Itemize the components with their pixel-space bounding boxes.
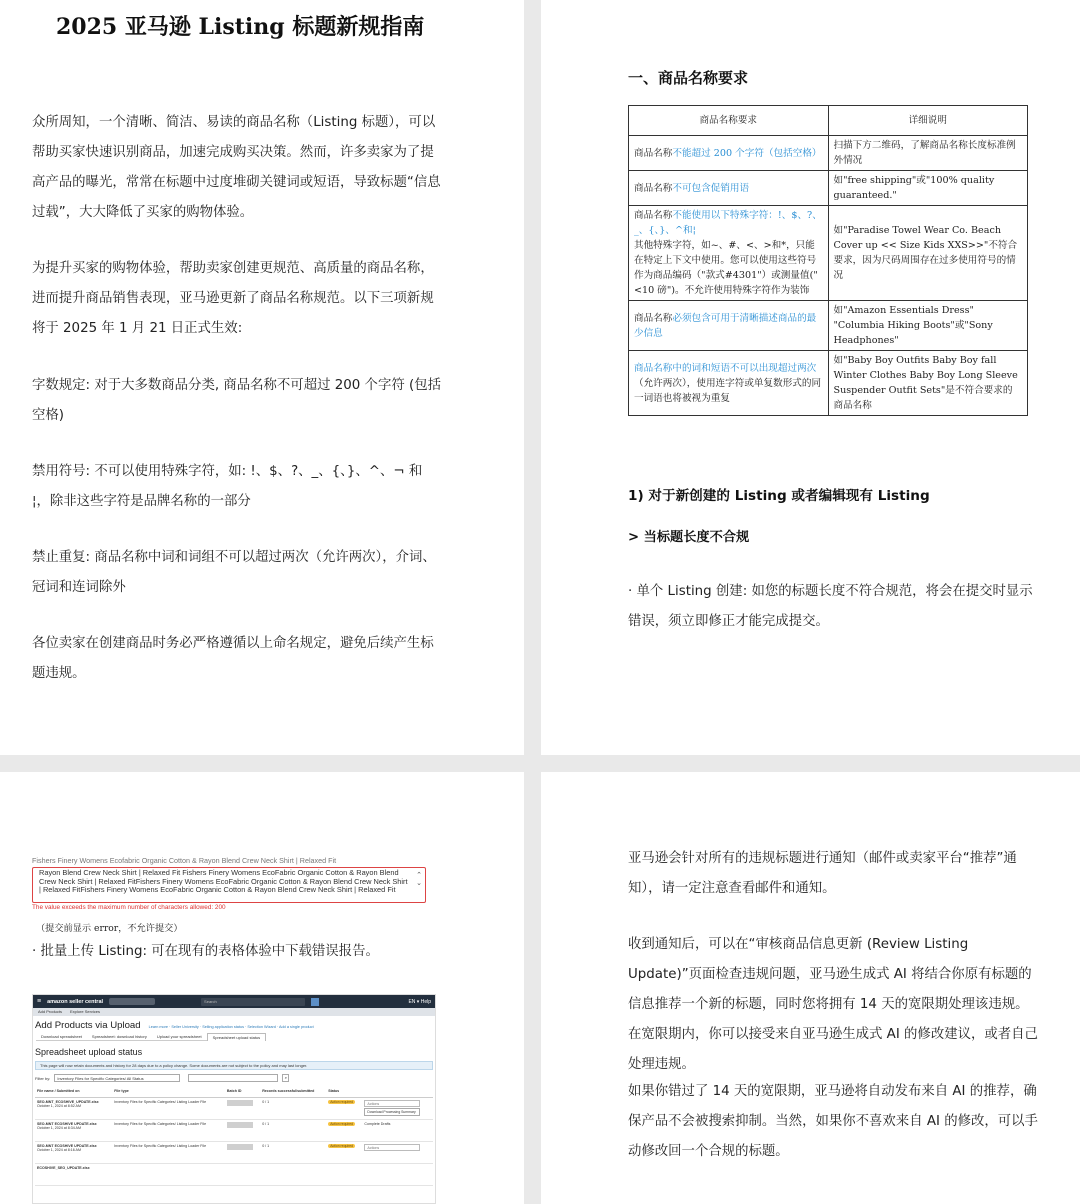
intro-paragraph: 众所周知，一个清晰、简洁、易读的商品名称（Listing 标题），可以帮助买家快速识别商品，加速完成购买决策。然而，许多卖家为了提高产品的曝光，常常在标题中过度堆砌关键词或短语，导致标题“信息过载”，大大降低了买家的购物体验。	[32, 115, 441, 220]
field-label: Fishers Finery Womens Ecofabric Organic Cotton & Rayon Blend Crew Neck Shirt | Relaxed Fit	[32, 856, 337, 865]
upload-status-heading: Spreadsheet upload status	[35, 1047, 143, 1057]
download-summary-option[interactable]: Download Processing Summary	[364, 1108, 420, 1116]
blurred-batch-id	[227, 1122, 253, 1128]
rule-length-paragraph: 字数规定: 对于大多数商品分类, 商品名称不可超过 200 个字符 (包括空格)	[32, 378, 441, 423]
search-button[interactable]	[311, 998, 319, 1006]
upload-status-table	[35, 1086, 433, 1186]
help-links[interactable]: Learn more · Seller University · Selling application status · Selection Wizard · Add a single product	[148, 1025, 314, 1029]
blurred-account	[109, 998, 155, 1005]
nav-item-add-products[interactable]: Add Products	[38, 1009, 63, 1014]
file-type: Inventory Files for Specific Categories/ Listing Loader File	[112, 1097, 225, 1119]
update-paragraph: 为提升买家的购物体验，帮助卖家创建更规范、高质量的商品名称，进而提升商品销售表现，亚马逊更新了商品名称规范。以下三项新规将于 2025 年 1 月 21 日正式生效:	[32, 261, 434, 336]
blurred-batch-id	[227, 1144, 253, 1150]
document-page-2	[541, 0, 1080, 755]
error-message: The value exceeds the maximum number of characters allowed: 200	[32, 904, 226, 911]
subheading-new-listing: 1) 对于新创建的 Listing 或者编辑现有 Listing	[628, 488, 930, 504]
subheading-title-length: > 当标题长度不合规	[628, 530, 750, 545]
document-page-1	[0, 0, 524, 755]
requirement-cell: 商品名称不能使用以下特殊字符：!、$、?、_、{、}、^和¦ 其他特殊字符，如~、#、<、>和*，只能在特定上下文中使用。您可以使用这些符号作为商品编码（"款式#4301"）或测量值("<10 磅")。不允许使用特殊字符作为装饰	[629, 206, 829, 301]
file-name[interactable]: SEO-MNT_ECOSHIVE_UPDATE.xlsx	[37, 1099, 99, 1104]
status-badge: Action required	[330, 1121, 353, 1126]
detail-cell: 扫描下方二维码，了解商品名称长度标准例外情况	[828, 136, 1028, 171]
title-error-screenshot	[32, 856, 434, 914]
table-row	[35, 1141, 433, 1163]
page-title-row	[35, 1020, 435, 1031]
column-header: Status	[326, 1086, 362, 1097]
table-header: 详细说明	[828, 106, 1028, 136]
document-page-4	[541, 772, 1080, 1204]
requirement-cell: 商品名称必须包含可用于清晰描述商品的最少信息	[629, 301, 829, 351]
table-row	[35, 1119, 433, 1141]
records-count: 0 / 1	[260, 1141, 326, 1163]
secondary-nav	[33, 1008, 435, 1016]
topbar-right[interactable]: EN ▾ Help	[408, 998, 431, 1005]
file-type: Inventory Files for Specific Categories/ Listing Loader File	[112, 1119, 225, 1141]
filter-label: Filter by:	[35, 1075, 51, 1081]
info-banner: This page will now retain documents and history for 28 days due to a policy change. Some documents are not subject to the policy and may last longer.	[35, 1061, 433, 1070]
table-row	[629, 351, 1028, 416]
title-input[interactable]: Rayon Blend Crew Neck Shirt | Relaxed Fit Fishers Finery Womens EcoFabric Organic Cotton & Rayon Blend Crew Neck Shirt | Relaxed FitFishers Finery Womens EcoFabric Organic Cotton & Rayon Blend Crew Neck Shirt | Relaxed FitFishers Finery Womens EcoFabric Organic Cotton & Rayon Blend Crew Neck Shirt | Relaxed Fit ⌃ ⌄	[32, 867, 426, 903]
closing-paragraph: 各位卖家在创建商品时务必严格遵循以上命名规定，避免后续产生标题违规。	[32, 636, 434, 681]
table-header-row	[629, 106, 1028, 136]
column-header: File name / Submitted on	[35, 1086, 112, 1097]
detail-cell: 如"Baby Boy Outfits Baby Boy fall Winter Clothes Baby Boy Long Sleeve Suspender Outfit Sets"是不符合要求的商品名称	[828, 351, 1028, 416]
rule-symbols-paragraph: 禁用符号: 不可以使用特殊字符，如: !、$、?、_、{、}、^、¬ 和 ¦，除非这些字符是品牌名称的一部分	[32, 464, 423, 509]
file-name[interactable]: SEO-MNT ECOSHIVE UPDATE.xlsx	[37, 1121, 97, 1126]
section-heading: 一、商品名称要求	[628, 69, 749, 87]
filter-select[interactable]: Inventory Files for Specific Categories/ All Status	[54, 1074, 180, 1082]
table-row	[629, 171, 1028, 206]
bulk-upload-paragraph: · 批量上传 Listing: 可在现有的表格体验中下载错误报告。	[32, 944, 379, 959]
table-row	[35, 1097, 433, 1119]
submitted-date: October 1, 2024 at 8:16 AM	[37, 1147, 81, 1152]
actions-dropdown[interactable]: Actions	[364, 1144, 420, 1151]
menu-icon[interactable]: ≡	[37, 998, 42, 1005]
screenshot-note: （提交前显示 error，不允许提交）	[36, 923, 183, 934]
file-name[interactable]: ECOSHIVE_SEO_UPDATE.xlsx	[37, 1165, 90, 1170]
single-listing-paragraph: · 单个 Listing 创建: 如您的标题长度不符合规范，将会在提交时显示错误，须立即修正才能完成提交。	[628, 584, 1033, 629]
nav-item-explore-services[interactable]: Explore Services	[70, 1009, 101, 1014]
requirement-cell: 商品名称中的词和短语不可以出现超过两次（允许两次），使用连字符或单复数形式的同一词语也将被视为重复	[629, 351, 829, 416]
grace-period-paragraph: 如果你错过了 14 天的宽限期，亚马逊将自动发布来自 AI 的推荐，确保产品不会被搜索抑制。当然，如果你不喜欢来自 AI 的修改，可以手动修改回一个合规的标题。	[628, 1084, 1038, 1159]
complete-drafts-link[interactable]: Complete Drafts	[362, 1119, 433, 1141]
column-header	[362, 1086, 433, 1097]
document-title: 2025 亚马逊 Listing 标题新规指南	[56, 14, 425, 40]
review-update-paragraph: 收到通知后，可以在“审核商品信息更新 (Review Listing Update)”页面检查违规问题，亚马逊生成式 AI 将结合你原有标题的信息推荐一个新的标题，同时您将拥有 14 天的宽限期处理该违规。在宽限期内，你可以接受来自亚马逊生成式 AI 的修改建议，或者自己处理违规。	[628, 937, 1038, 1072]
document-page-3	[0, 772, 524, 1204]
detail-cell: 如"free shipping"或"100% quality guaranteed."	[828, 171, 1028, 206]
column-header: Records successful/submitted	[260, 1086, 326, 1097]
requirement-cell: 商品名称不可包含促销用语	[629, 171, 829, 206]
search-input[interactable]: Search	[201, 998, 305, 1006]
notification-paragraph: 亚马逊会针对所有的违规标题进行通知（邮件或卖家平台“推荐”通知），请一定注意查看邮件和通知。	[628, 851, 1017, 896]
status-badge: Action required	[330, 1099, 353, 1104]
records-count: 0 / 1	[260, 1119, 326, 1141]
file-type: Inventory Files for Specific Categories/ Listing Loader File	[112, 1141, 225, 1163]
blurred-batch-id	[227, 1100, 253, 1106]
table-row	[629, 301, 1028, 351]
seller-central-topbar	[33, 995, 435, 1008]
detail-cell: 如"Paradise Towel Wear Co. Beach Cover up << Size Kids XXS>>"不符合要求，因为尺码周围存在过多使用符号的情况	[828, 206, 1028, 301]
tab-download-history[interactable]: Spreadsheet: download history	[87, 1033, 152, 1041]
table-row	[35, 1163, 433, 1185]
file-name[interactable]: SEO-MNT ECOSHIVE UPDATE.xlsx	[37, 1143, 97, 1148]
scroll-arrows-icon[interactable]: ⌃ ⌄	[416, 872, 422, 887]
tab-upload-spreadsheet[interactable]: Upload your spreadsheet	[152, 1033, 207, 1041]
filter-search-input[interactable]	[188, 1074, 278, 1082]
table-row	[629, 136, 1028, 171]
filter-row	[35, 1074, 433, 1082]
tab-upload-status[interactable]: Spreadsheet upload status	[207, 1033, 267, 1041]
table-header-row	[35, 1086, 433, 1097]
page-title: Add Products via Upload	[35, 1020, 141, 1031]
seller-central-screenshot	[32, 994, 436, 1204]
detail-cell: 如"Amazon Essentials Dress" "Columbia Hiking Boots"或"Sony Headphones"	[828, 301, 1028, 351]
records-count: 0 / 1	[260, 1097, 326, 1119]
seller-central-logo: amazon seller central	[47, 998, 104, 1005]
tab-download-spreadsheet[interactable]: Download spreadsheet	[36, 1033, 87, 1041]
status-badge: Action required	[330, 1143, 353, 1148]
upload-tabs	[36, 1033, 435, 1041]
submitted-date: October 1, 2024 at 8:34 AM	[37, 1125, 81, 1130]
rule-repeat-paragraph: 禁止重复: 商品名称中词和词组不可以超过两次（允许两次），介词、冠词和连词除外	[32, 550, 436, 595]
column-header: Batch ID	[225, 1086, 260, 1097]
table-row	[629, 206, 1028, 301]
requirement-cell: 商品名称不能超过 200 个字符（包括空格）	[629, 136, 829, 171]
table-header: 商品名称要求	[629, 106, 829, 136]
search-icon[interactable]: ⌕	[282, 1074, 289, 1082]
column-header: File type	[112, 1086, 225, 1097]
submitted-date: October 1, 2024 at 8:52 AM	[37, 1103, 81, 1108]
requirements-table	[628, 105, 1028, 416]
actions-dropdown[interactable]: Actions	[364, 1100, 420, 1107]
